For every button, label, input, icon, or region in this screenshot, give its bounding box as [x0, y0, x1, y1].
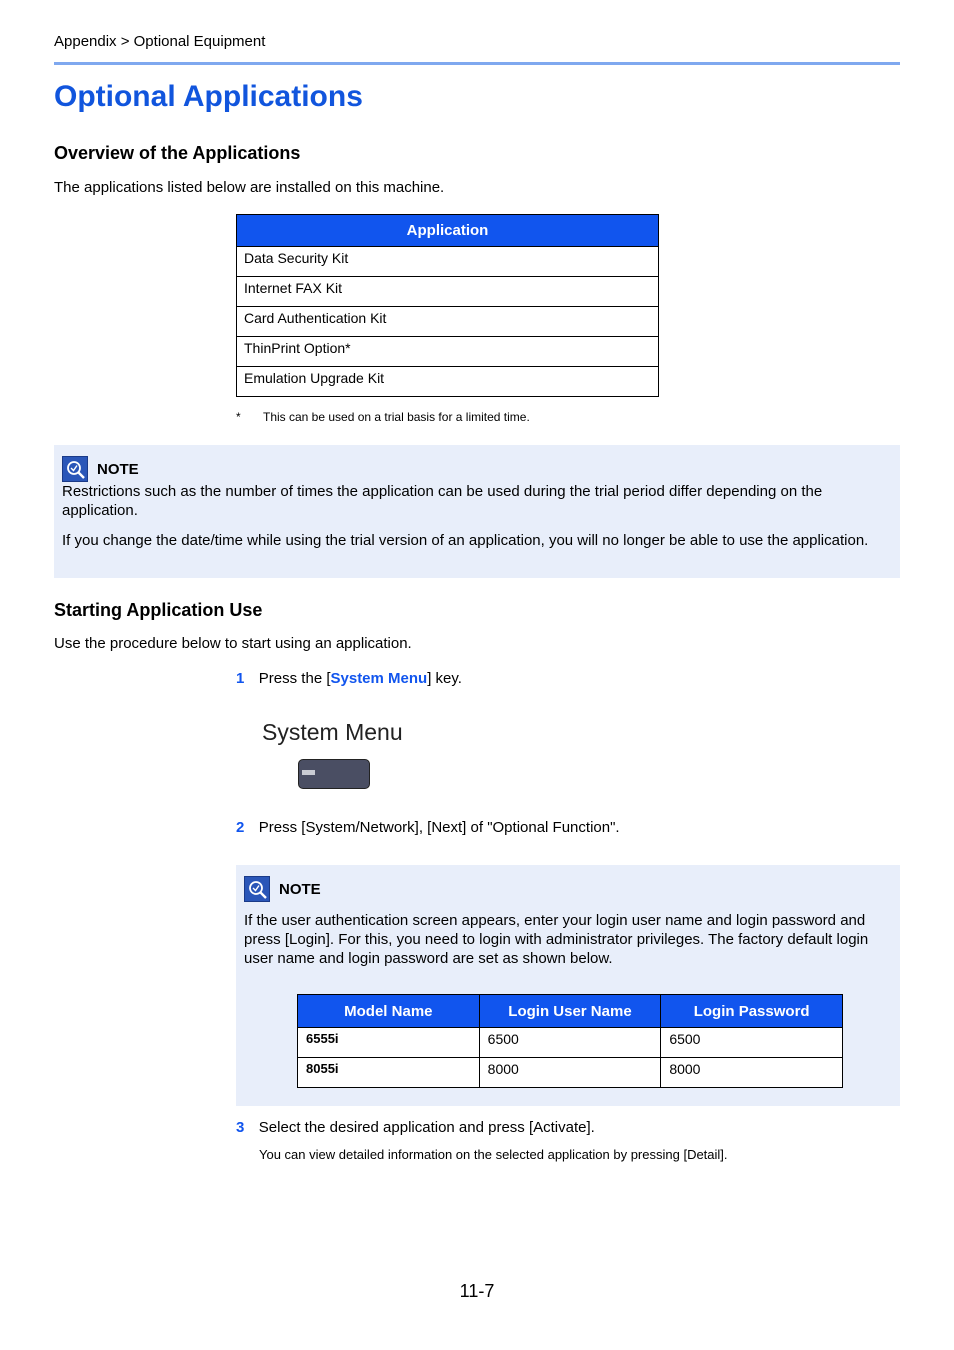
- step-number: 1: [236, 670, 245, 687]
- step-text-before: Press the [: [258, 670, 331, 687]
- step-text: Select the desired application and press [Activate].: [258, 1119, 595, 1136]
- footnote-text: This can be used on a trial basis for a limited time.: [263, 410, 530, 424]
- login-credentials-table: [297, 994, 843, 1088]
- login-password-cell: 8000: [661, 1058, 843, 1088]
- step-text-after: ] key.: [427, 670, 462, 687]
- note-paragraph: If the user authentication screen appears, enter your login user name and login password and press [Login]. For this, you need to login with administrator privileges. The factory default login user name and login password are set as shown below.: [244, 912, 869, 967]
- login-user-name-cell: 6500: [479, 1028, 661, 1058]
- column-header-model-name: Model Name: [298, 995, 480, 1028]
- table-row: [298, 1058, 843, 1088]
- login-password-cell: 6500: [661, 1028, 843, 1058]
- system-menu-key-link: System Menu: [330, 670, 428, 687]
- step-text: Press [System/Network], [Next] of "Optional Function".: [258, 819, 620, 836]
- note-header: [244, 876, 321, 902]
- step-2: [236, 819, 620, 837]
- table-row: Emulation Upgrade Kit: [237, 367, 659, 397]
- overview-intro: The applications listed below are installed on this machine.: [54, 179, 445, 196]
- header-rule: [54, 62, 900, 65]
- login-user-name-cell: 8000: [479, 1058, 661, 1088]
- note-icon: [244, 876, 270, 902]
- table-row: [298, 1028, 843, 1058]
- table-row: Internet FAX Kit: [237, 277, 659, 307]
- system-menu-key-button[interactable]: [298, 759, 370, 789]
- step-3: [236, 1119, 595, 1137]
- table-row: Data Security Kit: [237, 247, 659, 277]
- overview-heading: Overview of the Applications: [54, 143, 301, 163]
- step-text: [259, 670, 462, 687]
- column-header-login-user-name: Login User Name: [479, 995, 661, 1028]
- note-header: [62, 456, 139, 482]
- note-icon: [62, 456, 88, 482]
- table-row: Card Authentication Kit: [237, 307, 659, 337]
- starting-heading: Starting Application Use: [54, 600, 263, 620]
- key-indicator-lamp: [302, 770, 315, 775]
- column-header-login-password: Login Password: [661, 995, 843, 1028]
- step-1: [236, 670, 462, 688]
- page-number: 11-7: [459, 1281, 495, 1301]
- step-3-detail: You can view detailed information on the selected application by pressing [Detail].: [259, 1147, 728, 1162]
- starting-intro: Use the procedure below to start using an application.: [54, 635, 412, 652]
- note-paragraph: Restrictions such as the number of times the application can be used during the trial period differ depending on the application.: [62, 483, 823, 519]
- step-number: 3: [236, 1119, 245, 1136]
- note-label: NOTE: [97, 460, 139, 478]
- note-label: NOTE: [279, 880, 321, 898]
- step-number: 2: [236, 819, 245, 836]
- applications-table-header: Application: [237, 215, 659, 247]
- breadcrumb: Appendix > Optional Equipment: [54, 33, 266, 50]
- note-box-restrictions: [54, 445, 900, 578]
- applications-table: [236, 214, 659, 397]
- note-paragraph: If you change the date/time while using the trial version of an application, you will no longer be able to use the application.: [62, 532, 869, 549]
- footnote: [236, 410, 530, 424]
- model-name-cell: 8055i: [298, 1058, 480, 1088]
- page-title: Optional Applications: [54, 80, 363, 113]
- footnote-mark: *: [236, 410, 241, 424]
- table-row: ThinPrint Option*: [237, 337, 659, 367]
- system-menu-key-label: System Menu: [262, 719, 403, 745]
- model-name-cell: 6555i: [298, 1028, 480, 1058]
